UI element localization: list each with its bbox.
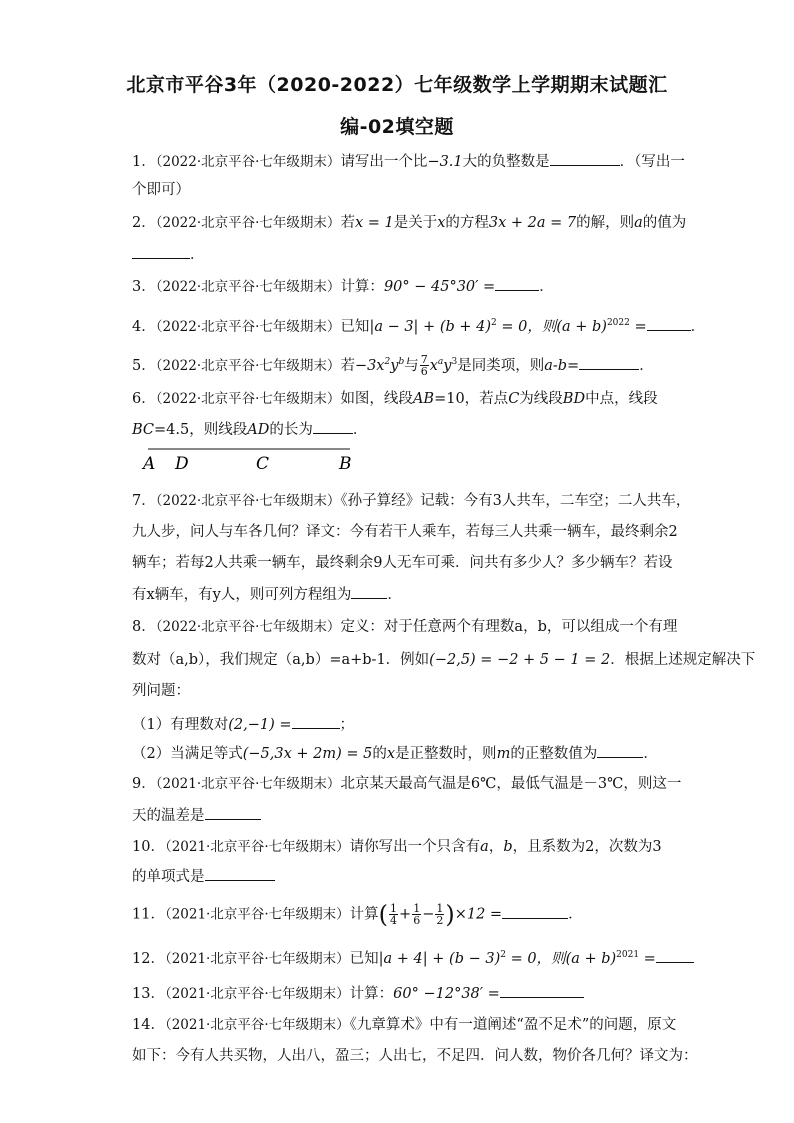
answer-blank[interactable] xyxy=(579,355,639,370)
question-13: 13．（2021·北京平谷·七年级期末）计算：60° −12°38′ = xyxy=(132,983,672,1004)
question-7-line-3: 辆车；若每2人共乘一辆车，最终剩余9人无车可乘．问共有多少人？多少辆车？若设 xyxy=(132,555,673,571)
question-8-part-2: （2）当满足等式(−5,3x + 2m) = 5的x是正整数时，则m的正整数值为 ． xyxy=(132,743,672,764)
question-4: 4．（2022·北京平谷·七年级期末）已知$|a - 3| + (b + 4)^2 = 0$，则$(a + b)^{2022}$ = ． xyxy=(132,313,672,337)
point-label-C: C xyxy=(256,454,270,474)
answer-blank[interactable] xyxy=(292,714,340,729)
question-2-line-1: 2．（2022·北京平谷·七年级期末）若x = 1是关于x的方程3x + 2a = 7的解，则a的值为 xyxy=(132,215,687,231)
question-3: 3．（2022·北京平谷·七年级期末）计算：90° − 45°30′ = ． xyxy=(132,276,672,297)
point-label-A: A xyxy=(143,454,156,474)
question-10-line-2: 的单项式是 xyxy=(132,866,672,887)
question-8-part-1: （1）有理数对(2,−1) = ； xyxy=(132,714,672,735)
question-1-line-2: 个即可） xyxy=(132,182,190,198)
answer-blank[interactable] xyxy=(500,983,584,998)
point-label-B: B xyxy=(339,454,352,474)
answer-blank[interactable] xyxy=(205,866,275,881)
question-9-line-1: 9．（2021·北京平谷·七年级期末）北京某天最高气温是6℃，最低气温是－3℃，则这一 xyxy=(132,776,682,792)
question-11: 11．（2021·北京平谷·七年级期末）计算( $\frac{1}{4}$ + $\frac{1}{6}$ − $\frac{1}{2}$ )×12 = ． xyxy=(132,900,583,929)
question-8-line-1: 8．（2022·北京平谷·七年级期末）定义：对于任意两个有理数a，b，可以组成一个有理 xyxy=(132,619,678,635)
answer-blank[interactable] xyxy=(502,904,568,919)
question-7-line-4: 有x辆车，有y人，则可列方程组为 ． xyxy=(132,584,672,605)
question-6-line-1: 6．（2022·北京平谷·七年级期末）如图，线段AB=10，若点C为线段BD中点，线段 xyxy=(132,391,658,407)
segment-diagram xyxy=(140,444,370,474)
answer-blank[interactable] xyxy=(313,419,353,434)
question-7-line-1: 7．（2022·北京平谷·七年级期末）《孙子算经》记载：今有3人共车，二车空；二人共车， xyxy=(132,493,691,509)
document-title-line-2: 编-02填空题 xyxy=(340,116,454,138)
question-6-line-2: BC=4.5，则线段AD的长为 ． xyxy=(132,419,672,440)
fraction-7-6: $\frac{7}{6}$ xyxy=(420,353,428,379)
question-8-line-3: 列问题： xyxy=(132,683,190,699)
question-9-line-2: 天的温差是 xyxy=(132,805,672,826)
fraction-1-4: $\frac{1}{4}$ xyxy=(390,902,398,927)
answer-blank[interactable] xyxy=(205,805,261,820)
question-5: 5．（2022·北京平谷·七年级期末）若$-3x^2y^b$与 $\frac{7}{6}$ $x^ay^3$是同类项，则a-b= ． xyxy=(132,353,654,379)
fraction-1-6: $\frac{1}{6}$ xyxy=(413,902,421,927)
answer-blank[interactable] xyxy=(550,151,620,166)
question-14-line-2: 如下：今有人共买物，人出八，盈三；人出七，不足四．问人数，物价各几何？译文为： xyxy=(132,1048,698,1064)
document-title-line-1: 北京市平谷3年（2020-2022）七年级数学上学期期末试题汇 xyxy=(126,74,668,96)
answer-blank[interactable] xyxy=(132,244,190,259)
answer-blank[interactable] xyxy=(656,948,694,963)
answer-blank[interactable] xyxy=(351,584,387,599)
question-1-line-1: 1．（2022·北京平谷·七年级期末）请写出一个比−3.1大的负整数是 ．（写出一 xyxy=(132,151,672,172)
answer-blank[interactable] xyxy=(495,276,539,291)
question-7-line-2: 九人步，问人与车各几何？译文：今有若干人乘车，若每三人共乘一辆车，最终剩余2 xyxy=(132,524,678,540)
question-8-line-2: 数对（a,b），我们规定（a,b）=a+b-1．例如(−2,5) = −2 + 5 − 1 = 2．根据上述规定解决下 xyxy=(132,652,756,668)
question-10-line-1: 10．（2021·北京平谷·七年级期末）请你写出一个只含有a，b，且系数为2，次数为3 xyxy=(132,839,662,855)
answer-blank[interactable] xyxy=(597,743,643,758)
point-label-D: D xyxy=(175,454,189,474)
answer-blank[interactable] xyxy=(647,316,691,331)
fraction-1-2: $\frac{1}{2}$ xyxy=(436,902,444,927)
question-14-line-1: 14．（2021·北京平谷·七年级期末）《九章算术》中有一道阐述“盈不足术”的问题，原文 xyxy=(132,1017,677,1033)
question-2-line-2: ． xyxy=(132,244,672,265)
question-12: 12．（2021·北京平谷·七年级期末）已知$|a + 4| + (b - 3)^2 = 0$，则$(a + b)^{2021}$ = xyxy=(132,945,672,969)
